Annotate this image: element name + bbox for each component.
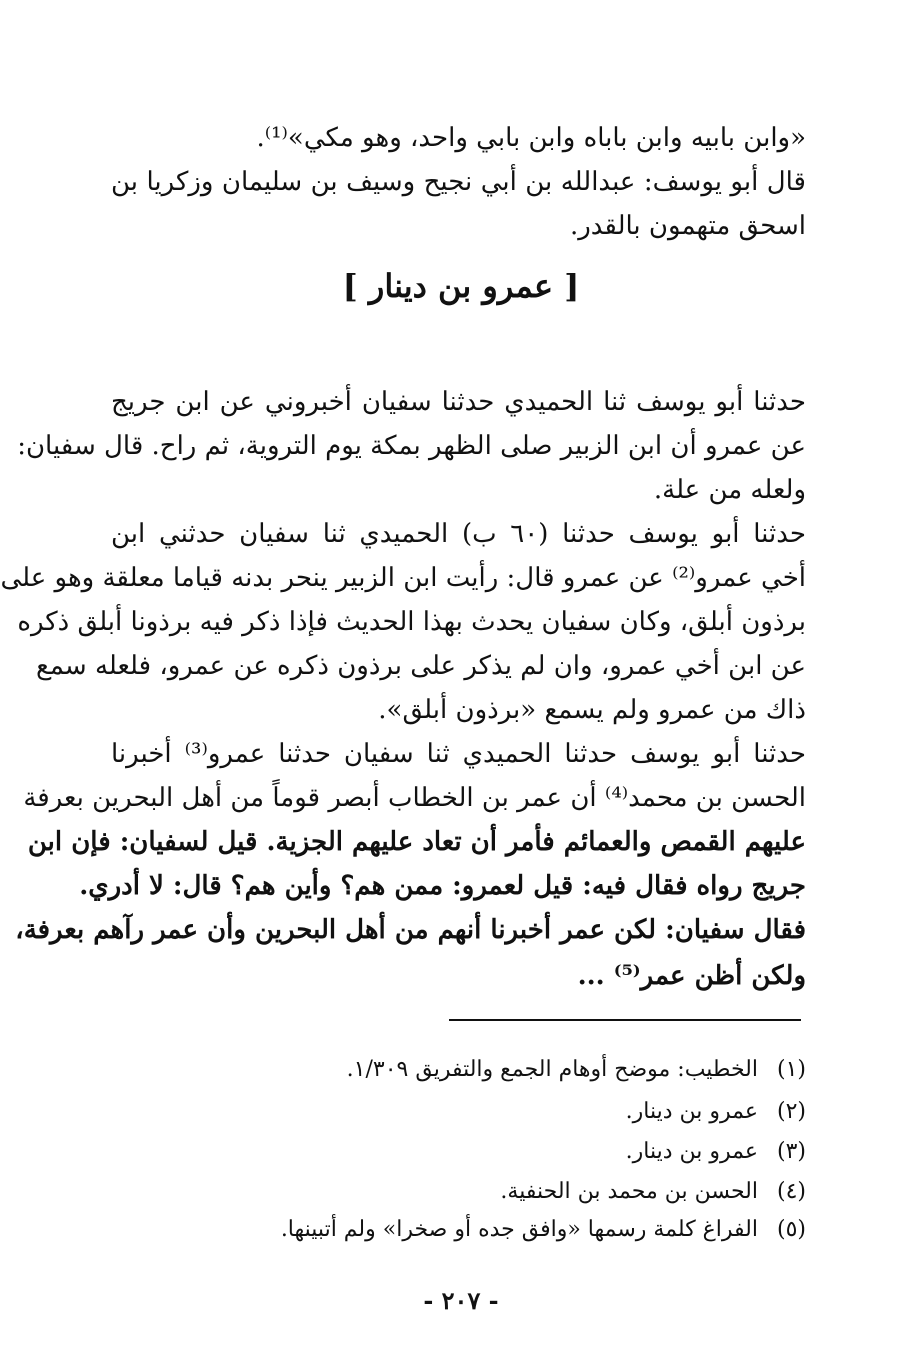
footnote-text: الفراغ كلمة رسمها «وافق جده أو صخرا» ولم أتبينها. [280, 1217, 758, 1242]
body-line-6: برذون أبلق، وكان سفيان يحدث بهذا الحديث فإذا ذكر فيه برذونا أبلق ذكره [17, 607, 806, 637]
footnote-text: عمرو بن دينار. [625, 1139, 758, 1164]
document-page [1, 0, 921, 1365]
footnote-number: (٤) [776, 1179, 806, 1204]
body-line-1: حدثنا أبو يوسف ثنا الحميدي حدثنا سفيان أخبروني عن ابن جريج [111, 387, 806, 417]
section-title: [ عمرو بن دينار ] [342, 267, 580, 305]
body-line-2: عن عمرو أن ابن الزبير صلى الظهر بمكة يوم التروية، ثم راح. قال سفيان: [17, 431, 806, 461]
body-line-7: عن ابن أخي عمرو، وان لم يذكر على برذون ذكره عن عمرو، فلعله سمع [36, 651, 806, 681]
body-line-4: حدثنا أبو يوسف حدثنا (٦٠ ب) الحميدي ثنا سفيان حدثني ابن [111, 519, 806, 549]
footnote-2 [111, 1095, 806, 1129]
footnote-text: الحسن بن محمد بن الحنفية. [500, 1179, 758, 1204]
footnote-5 [111, 1213, 806, 1247]
intro-line-1: «وابن بابيه وابن باباه وابن بابي واحد، وهو مكي»⁽¹⁾. [256, 123, 806, 153]
body-line-8: ذاك من عمرو ولم يسمع «برذون أبلق». [378, 695, 806, 725]
footnote-4 [111, 1175, 806, 1209]
body-line-10: الحسن بن محمد⁽⁴⁾ أن عمر بن الخطاب أبصر قوماً من أهل البحرين بعرفة [23, 783, 806, 813]
footnote-divider [449, 1019, 801, 1021]
footnote-text: عمرو بن دينار. [625, 1099, 758, 1124]
footnote-number: (٢) [776, 1099, 806, 1124]
footnote-1 [111, 1053, 806, 1087]
footnote-number: (٣) [776, 1139, 806, 1164]
footnote-3 [111, 1135, 806, 1169]
body-line-3: ولعله من علة. [653, 475, 806, 505]
intro-line-3: اسحق متهمون بالقدر. [569, 211, 806, 241]
body-line-13: فقال سفيان: لكن عمر أخبرنا أنهم من أهل البحرين وأن عمر رآهم بعرفة، [15, 915, 806, 945]
intro-line-2: قال أبو يوسف: عبدالله بن أبي نجيح وسيف بن سليمان وزكريا بن [111, 167, 806, 197]
footnote-text: الخطيب: موضح أوهام الجمع والتفريق ١/٣٠٩. [346, 1057, 758, 1082]
footnote-number: (٥) [776, 1217, 806, 1242]
page-number: - ٢٠٧ - [423, 1286, 499, 1315]
body-line-14: ولكن أظن عمر⁽⁵⁾ ... [577, 961, 806, 991]
body-line-9: حدثنا أبو يوسف حدثنا الحميدي ثنا سفيان حدثنا عمرو⁽³⁾ أخبرنا [111, 739, 806, 769]
footnote-number: (١) [776, 1057, 806, 1082]
body-line-12: جريج رواه فقال فيه: قيل لعمرو: ممن هم؟ وأين هم؟ قال: لا أدري. [79, 871, 806, 901]
body-line-5: أخي عمرو⁽²⁾ عن عمرو قال: رأيت ابن الزبير ينحر بدنه قياما معلقة وهو على [0, 563, 806, 593]
body-line-11: عليهم القمص والعمائم فأمر أن تعاد عليهم الجزية. قيل لسفيان: فإن ابن [27, 827, 806, 857]
